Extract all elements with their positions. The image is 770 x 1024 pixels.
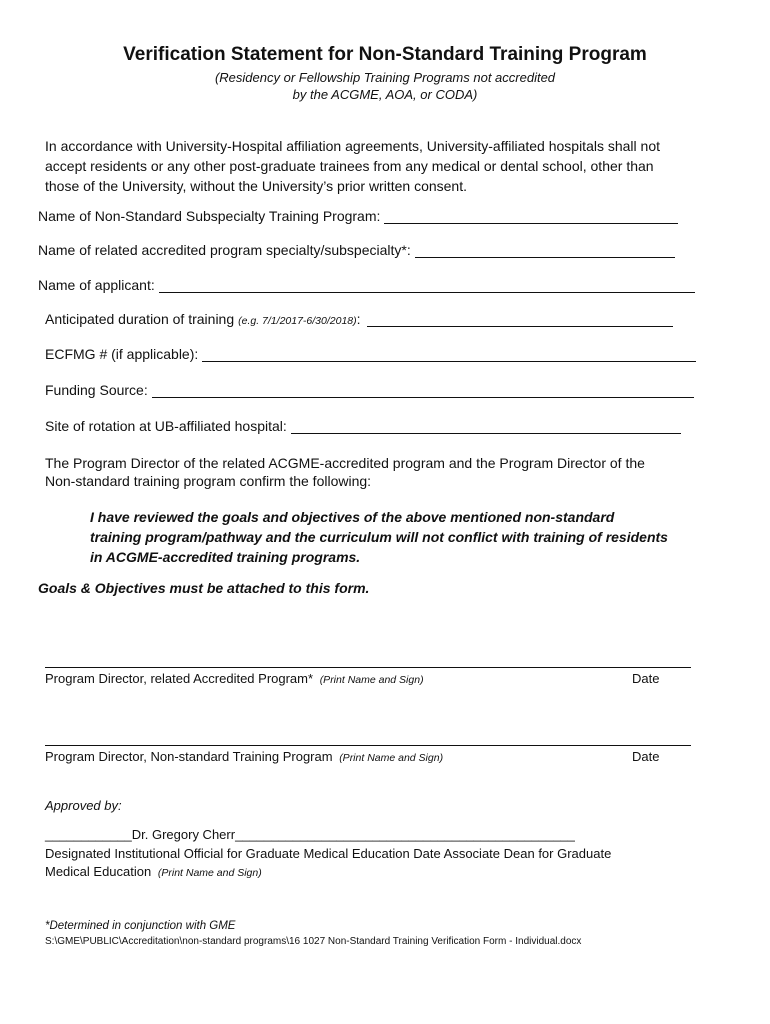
program-name-label: Name of Non-Standard Subspecialty Training Program:	[38, 208, 381, 224]
related-program-field	[38, 242, 675, 258]
intro-line-1: In accordance with University-Hospital affiliation agreements, University-affiliated hospitals shall not	[45, 138, 660, 154]
funding-field	[45, 382, 694, 398]
site-field	[45, 418, 681, 434]
applicant-label: Name of applicant:	[38, 277, 155, 293]
page-subtitle-line1: (Residency or Fellowship Training Programs not accredited	[214, 70, 556, 85]
ecfmg-input-line[interactable]	[202, 347, 696, 362]
program-name-input-line[interactable]	[384, 209, 678, 224]
statement-line-1: I have reviewed the goals and objectives of the above mentioned non-standard	[90, 509, 615, 525]
related-program-input-line[interactable]	[415, 243, 675, 258]
accredited-pd-date-label: Date	[632, 671, 660, 686]
funding-label: Funding Source:	[45, 382, 148, 398]
nonstandard-pd-label-group	[45, 749, 443, 764]
official-line-suffix: _______________________________________________	[235, 827, 575, 842]
duration-example: (e.g. 7/1/2017-6/30/2018)	[238, 315, 357, 327]
nonstandard-pd-note: (Print Name and Sign)	[339, 752, 444, 764]
official-title-line-1: Designated Institutional Official for Graduate Medical Education Date Associate Dean for Graduate	[45, 846, 612, 861]
funding-input-line[interactable]	[152, 383, 694, 398]
confirmation-line-2: Non-standard training program confirm the following:	[45, 473, 372, 489]
confirmation-line-1: The Program Director of the related ACGME-accredited program and the Program Director of the	[45, 455, 645, 471]
duration-colon: :	[356, 311, 361, 327]
accredited-pd-label-group	[45, 671, 424, 686]
ecfmg-field	[45, 346, 696, 362]
applicant-input-line[interactable]	[159, 278, 695, 293]
official-name: Dr. Gregory Cherr	[131, 827, 236, 842]
intro-line-3: those of the University, without the University’s prior written consent.	[45, 178, 467, 194]
program-name-field	[38, 208, 678, 224]
official-title-line-2-group	[45, 864, 262, 879]
footnote: *Determined in conjunction with GME	[45, 920, 236, 932]
applicant-field	[38, 277, 695, 293]
nonstandard-pd-date-label: Date	[632, 749, 660, 764]
duration-input-line[interactable]	[367, 312, 673, 327]
page-title: Verification Statement for Non-Standard Training Program	[123, 44, 647, 65]
related-program-label: Name of related accredited program specialty/subspecialty*:	[38, 242, 411, 258]
statement-line-3: in ACGME-accredited training programs.	[90, 549, 361, 565]
accredited-pd-note: (Print Name and Sign)	[319, 674, 424, 686]
official-signature-line[interactable]	[45, 827, 575, 842]
approved-by-label: Approved by:	[45, 798, 122, 813]
page-subtitle-line2: by the ACGME, AOA, or CODA)	[292, 87, 478, 102]
nonstandard-pd-label: Program Director, Non-standard Training Program	[45, 749, 333, 764]
official-line-prefix: ____________	[45, 827, 132, 842]
statement-line-2: training program/pathway and the curriculum will not conflict with training of residents	[90, 529, 668, 545]
official-note: (Print Name and Sign)	[157, 867, 262, 879]
accredited-pd-signature-line[interactable]	[45, 667, 691, 668]
official-title-line-2: Medical Education	[45, 864, 152, 879]
attachment-note: Goals & Objectives must be attached to this form.	[38, 580, 370, 596]
file-path: S:\GME\PUBLIC\Accreditation\non-standard programs\16 1027 Non-Standard Training Verification Form - Individual.docx	[45, 936, 582, 947]
intro-line-2: accept residents or any other post-graduate trainees from any medical or dental school, other than	[45, 158, 654, 174]
duration-field	[45, 311, 673, 327]
ecfmg-label: ECFMG # (if applicable):	[45, 346, 199, 362]
site-label: Site of rotation at UB-affiliated hospital:	[45, 418, 287, 434]
duration-label: Anticipated duration of training	[45, 311, 235, 327]
accredited-pd-label: Program Director, related Accredited Program*	[45, 671, 314, 686]
site-input-line[interactable]	[291, 419, 681, 434]
nonstandard-pd-signature-line[interactable]	[45, 745, 691, 746]
